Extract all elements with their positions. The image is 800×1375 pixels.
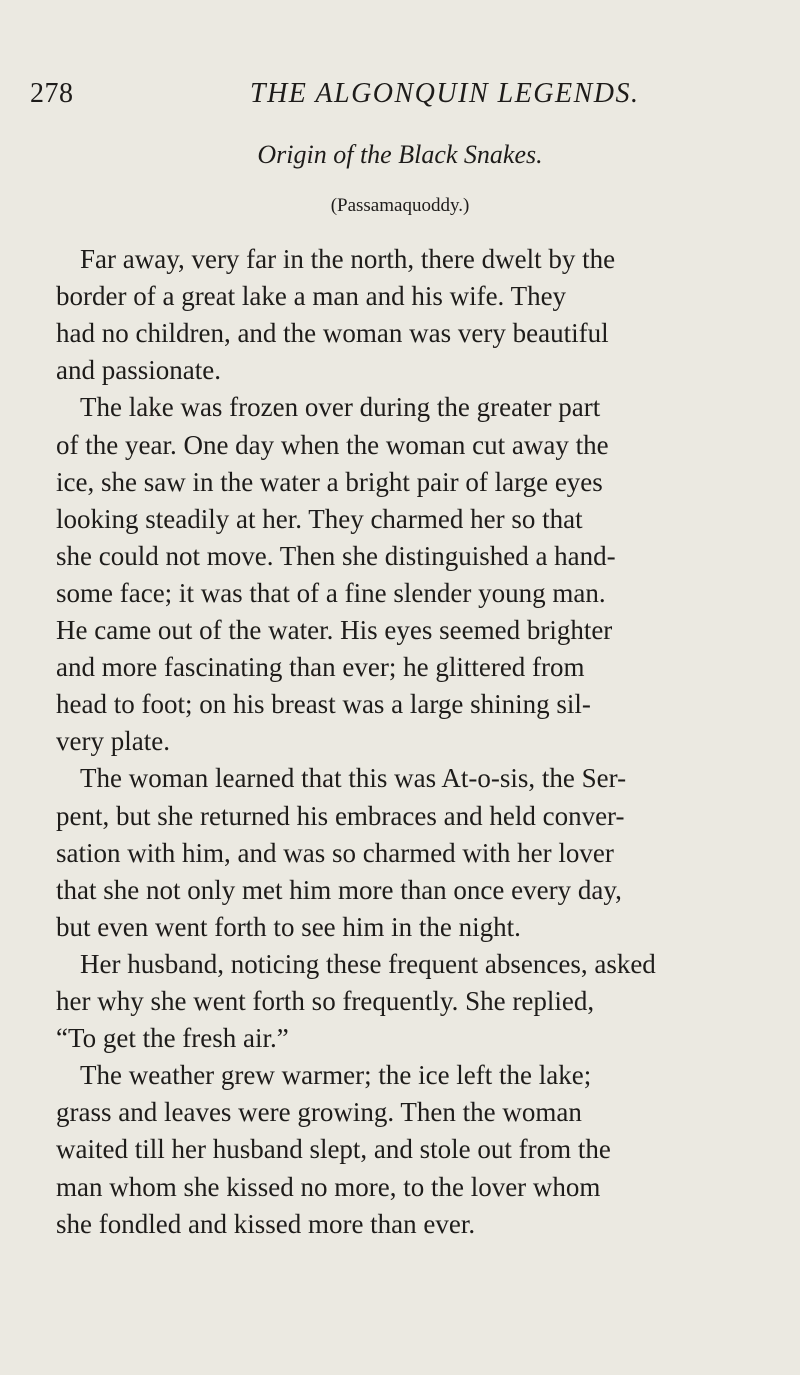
running-title: THE ALGONQUIN LEGENDS. (250, 78, 640, 109)
story-subtitle: (Passamaquoddy.) (330, 195, 470, 216)
running-head (0, 78, 800, 118)
text-line: man whom she kissed no more, to the lover whom (56, 1172, 601, 1202)
text-line: but even went forth to see him in the night. (56, 912, 521, 942)
text-line: The woman learned that this was At-o-sis, the Ser- (80, 763, 627, 793)
text-line: some face; it was that of a fine slender young man. (56, 578, 606, 608)
text-line: that she not only met him more than once every day, (56, 875, 622, 905)
text-line: and passionate. (56, 355, 221, 385)
text-line: grass and leaves were growing. Then the woman (56, 1097, 582, 1127)
text-line: Her husband, noticing these frequent absences, asked (80, 949, 656, 979)
text-line: her why she went forth so frequently. She replied, (56, 986, 595, 1016)
story-title: Origin of the Black Snakes. (257, 140, 543, 169)
text-line: she could not move. Then she distinguished a hand- (56, 541, 616, 571)
text-line: “To get the fresh air.” (56, 1023, 289, 1053)
text-line: He came out of the water. His eyes seemed brighter (56, 615, 613, 645)
text-line: pent, but she returned his embraces and held conver- (56, 801, 625, 831)
text-line: and more fascinating than ever; he glittered from (56, 652, 585, 682)
text-line: of the year. One day when the woman cut away the (56, 430, 609, 460)
page-number: 278 (30, 78, 74, 109)
text-line: ice, she saw in the water a bright pair of large eyes (56, 467, 603, 497)
text-line: looking steadily at her. They charmed her so that (56, 504, 583, 534)
text-line: she fondled and kissed more than ever. (56, 1209, 476, 1239)
text-line: very plate. (56, 726, 170, 756)
text-line: The weather grew warmer; the ice left the lake; (80, 1060, 592, 1090)
text-line: waited till her husband slept, and stole out from the (56, 1134, 611, 1164)
text-line: The lake was frozen over during the greater part (80, 392, 601, 422)
text-line: sation with him, and was so charmed with her lover (56, 838, 614, 868)
text-line: head to foot; on his breast was a large shining sil- (56, 689, 591, 719)
text-line: Far away, very far in the north, there dwelt by the (80, 244, 616, 274)
text-line: had no children, and the woman was very beautiful (56, 318, 609, 348)
text-line: border of a great lake a man and his wife. They (56, 281, 567, 311)
